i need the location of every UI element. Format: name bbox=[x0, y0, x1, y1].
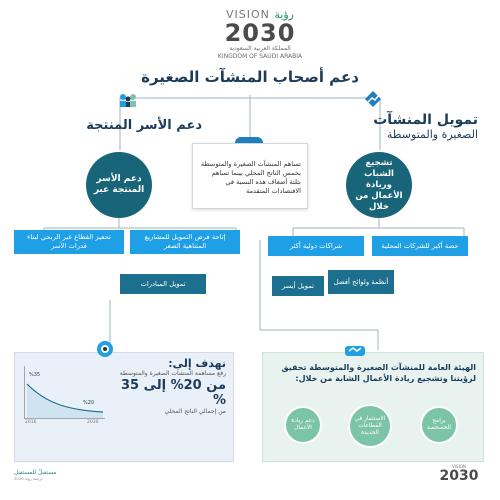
privatization-circle bbox=[420, 406, 458, 444]
box-better-regulations-text: أنظمة ولوائح أفضل bbox=[333, 277, 389, 286]
page-title bbox=[120, 68, 380, 86]
right-title-line2: الصغيرة والمتوسطة bbox=[386, 128, 478, 141]
box-micro-financing bbox=[130, 230, 240, 254]
kingdom-en: KINGDOM OF SAUDI ARABIA bbox=[217, 53, 303, 60]
box-initiatives-financing bbox=[120, 274, 206, 294]
right-column-title bbox=[338, 112, 478, 141]
footer-vision-text: VISION bbox=[452, 464, 466, 469]
authority-header: الهيئة العامة للمنشآت الصغيرة والمتوسطة تحقيق لرؤيتنا وتشجيع ريادة الأعمال الشابة من خلال: bbox=[281, 363, 476, 383]
chart-start-year: 2016 bbox=[25, 420, 37, 425]
target-text-block bbox=[110, 357, 226, 415]
chart-low-label: %20 bbox=[83, 400, 95, 406]
investment-circle bbox=[348, 404, 392, 448]
target-percent: من 20% إلى 35 % bbox=[120, 378, 226, 408]
handshake-icon bbox=[344, 341, 366, 359]
entrepreneurship-circle bbox=[284, 406, 322, 444]
footer-left-brand bbox=[14, 470, 104, 481]
target-icon bbox=[94, 340, 116, 358]
box-easier-financing bbox=[272, 276, 324, 296]
chart-end-year: 2030 bbox=[87, 420, 99, 425]
target-line1: رفع مساهمة المنشآت الصغيرة والمتوسطة bbox=[119, 370, 226, 377]
kingdom-ar: المملكة العربية السعودية bbox=[229, 45, 291, 52]
center-card-text: تساهم المنشآت الصغيرة والمتوسطة بخمس الناتج المحلي بينما تساهم بثلثة أضعاف هذه النسبة في الاقتصادات المتقدمة bbox=[200, 160, 301, 195]
box-nonprofit-sector-text: تحفيز القطاع غير الربحي لبناء قدرات الأسر bbox=[27, 233, 111, 250]
box-initiatives-financing-text: تمويل المبادرات bbox=[140, 279, 186, 288]
right-title-line1: تمويل المنشآت bbox=[373, 112, 478, 128]
footer-year: 2030 bbox=[439, 468, 479, 484]
box-international-partnerships-text: شراكات دولية أكثر bbox=[289, 241, 343, 250]
box-nonprofit-sector bbox=[14, 230, 124, 254]
youth-circle-text: تشجيع الشباب وريادة الأعمال من خلال bbox=[355, 157, 403, 212]
chart-high-label: %35 bbox=[29, 372, 41, 378]
box-micro-financing-text: إتاحة فرص التمويل للمشاريع المتناهية الصغر bbox=[144, 233, 226, 250]
box-easier-financing-text: تمويل أيسر bbox=[281, 281, 315, 290]
entrepreneurship-circle-text: دعم ريادة الأعمال bbox=[291, 418, 315, 431]
growth-mini-chart bbox=[24, 366, 105, 425]
families-circle bbox=[86, 152, 152, 218]
footer-vision-logo bbox=[433, 464, 485, 483]
footer-left-small: ترجمة رؤية 2030 bbox=[14, 476, 43, 481]
box-international-partnerships bbox=[268, 236, 364, 256]
center-info-card bbox=[192, 143, 308, 209]
left-column-title: دعم الأسر المنتجة bbox=[86, 118, 202, 133]
box-better-regulations bbox=[328, 270, 394, 294]
privatization-circle-text: برامج الخصخصة bbox=[426, 418, 452, 431]
box-local-companies bbox=[372, 236, 468, 256]
page-title-text: دعم أصحاب المنشآت الصغيرة bbox=[141, 68, 359, 86]
vision-year: 2030 bbox=[224, 19, 296, 47]
footer-left-text: مستقبلٌ للمستقبل bbox=[14, 470, 57, 476]
target-heading: نهدف إلى: bbox=[168, 357, 226, 370]
investment-circle-text: الاستثمار في القطاعات الجديدة bbox=[354, 415, 386, 436]
box-local-companies-text: حصة أكبر للشركات المحلية bbox=[381, 241, 459, 250]
vision-text: VISION bbox=[226, 8, 270, 21]
family-icon bbox=[118, 93, 138, 107]
vision-ar-text: رؤية bbox=[274, 8, 294, 21]
growth-icon bbox=[364, 90, 382, 108]
target-line2: من إجمالي الناتج المحلي bbox=[164, 408, 226, 415]
families-circle-text: دعم الأسر المنتجة عبر bbox=[93, 174, 145, 195]
vision-2030-logo bbox=[212, 8, 308, 61]
youth-circle bbox=[346, 152, 412, 218]
